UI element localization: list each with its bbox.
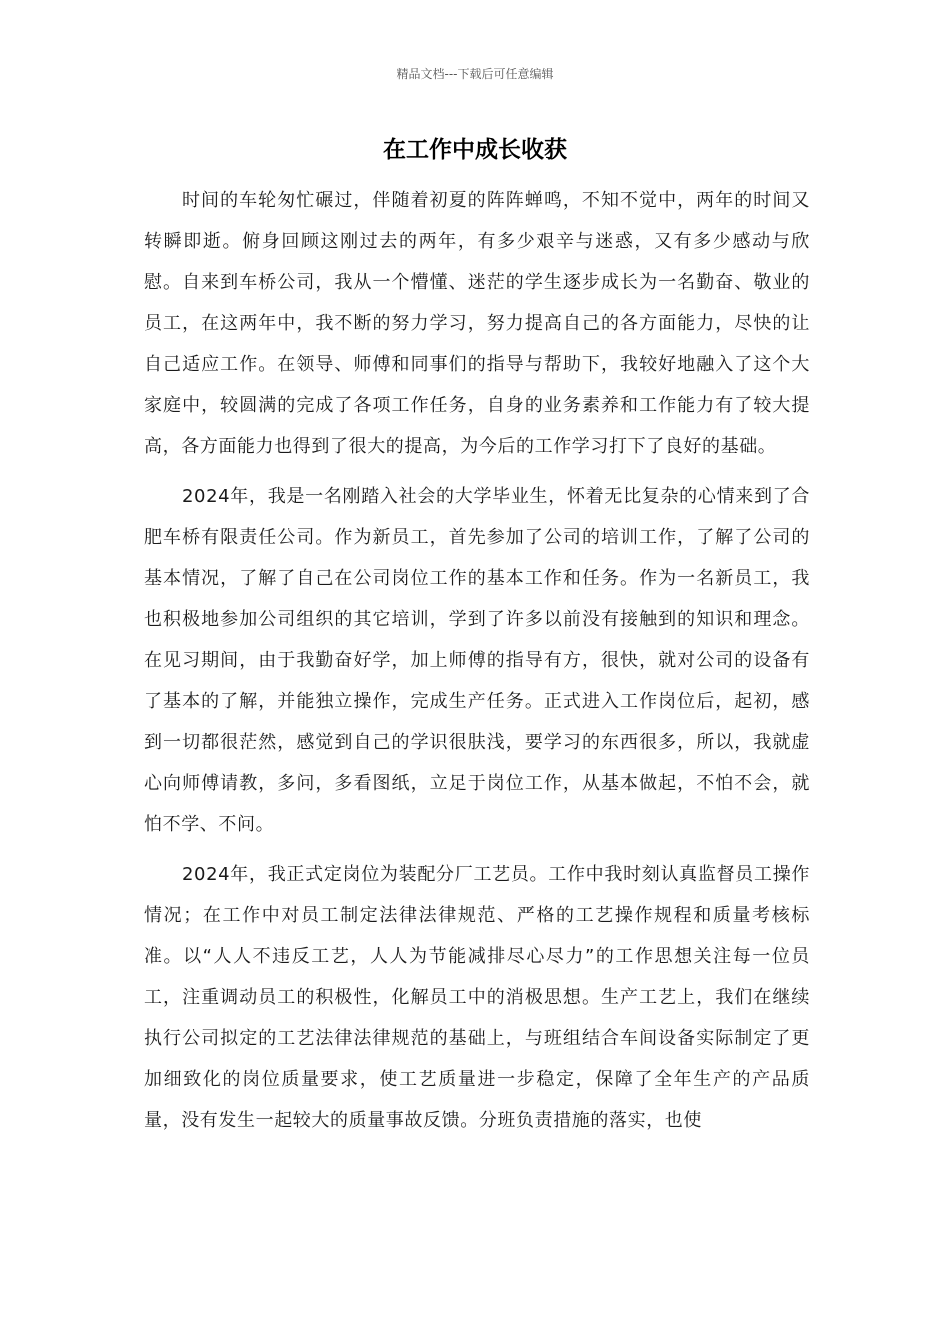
header-note: 精品文档---下载后可任意编辑 <box>396 67 554 81</box>
document-body <box>144 180 810 1141</box>
document-title: 在工作中成长收获 <box>383 137 567 163</box>
paragraph-2: 2024年，我是一名刚踏入社会的大学毕业生，怀着无比复杂的心情来到了合肥车桥有限责任公司。作为新员工，首先参加了公司的培训工作，了解了公司的基本情况，了解了自己在公司岗位工作的基本工作和任务。作为一名新员工，我也积极地参加公司组织的其它培训，学到了许多以前没有接触到的知识和理念。在见习期间，由于我勤奋好学，加上师傅的指导有方，很快，就对公司的设备有了基本的了解，并能独立操作，完成生产任务。正式进入工作岗位后，起初，感到一切都很茫然，感觉到自己的学识很肤浅，要学习的东西很多，所以，我就虚心向师傅请教，多问，多看图纸，立足于岗位工作，从基本做起，不怕不会，就怕不学、不问。 <box>144 486 810 835</box>
paragraph-3: 2024年，我正式定岗位为装配分厂工艺员。工作中我时刻认真监督员工操作情况；在工作中对员工制定法律法律规范、严格的工艺操作规程和质量考核标准。以“人人不违反工艺，人人为节能减排尽心尽力”的工作思想关注每一位员工，注重调动员工的积极性，化解员工中的消极思想。生产工艺上，我们在继续执行公司拟定的工艺法律法律规范的基础上，与班组结合车间设备实际制定了更加细致化的岗位质量要求，使工艺质量进一步稳定，保障了全年生产的产品质量，没有发生一起较大的质量事故反馈。分班负责措施的落实，也使 <box>144 864 810 1131</box>
paragraph-1: 时间的车轮匆忙碾过，伴随着初夏的阵阵蝉鸣，不知不觉中，两年的时间又转瞬即逝。俯身回顾这刚过去的两年，有多少艰辛与迷惑，又有多少感动与欣慰。自来到车桥公司，我从一个懵懂、迷茫的学生逐步成长为一名勤奋、敬业的员工，在这两年中，我不断的努力学习，努力提高自己的各方面能力，尽快的让自己适应工作。在领导、师傅和同事们的指导与帮助下，我较好地融入了这个大家庭中，较圆满的完成了各项工作任务，自身的业务素养和工作能力有了较大提高，各方面能力也得到了很大的提高，为今后的工作学习打下了良好的基础。 <box>144 190 810 457</box>
